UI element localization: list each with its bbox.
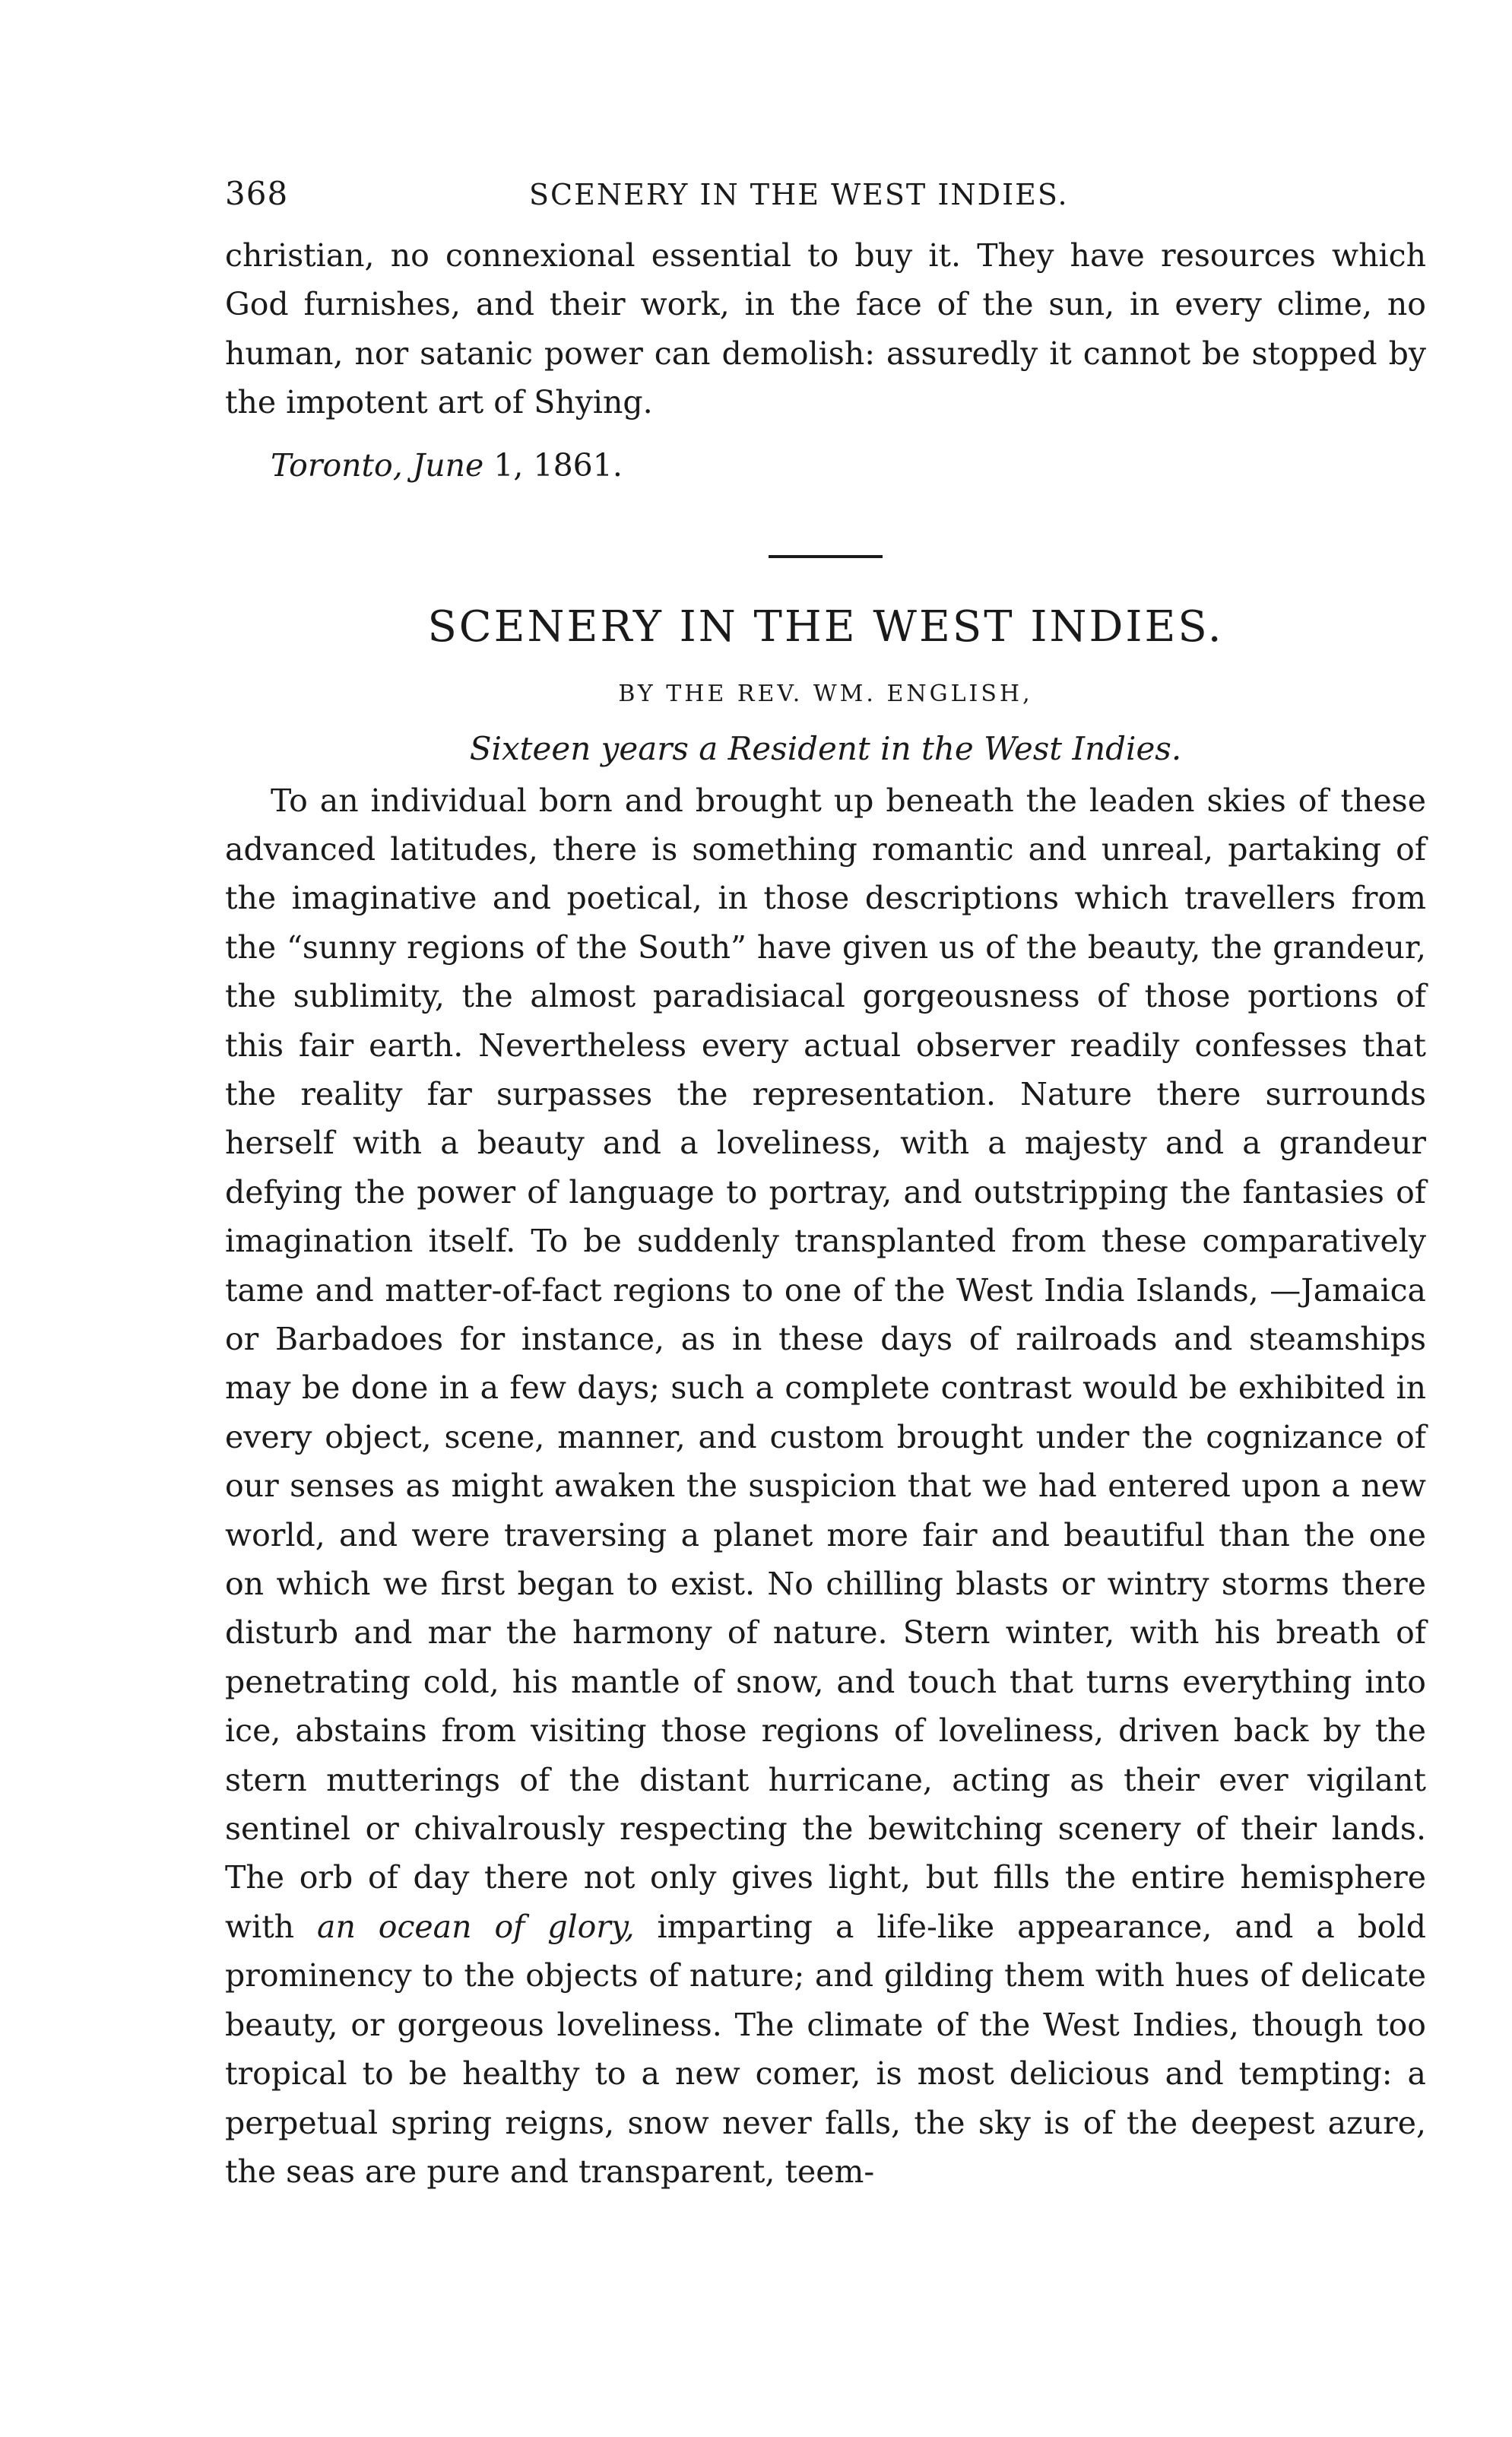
body-text-part-1: To an individual born and brought up beneath the leaden skies of these advanced latitudes, there is something romantic and unreal, partaking of the imaginative and poetical, in those descriptions which travellers from the “sunny regions of the South” have given us of the beauty, the grandeur, the sublimity, the almost paradisiacal gorgeousness of those portions of this fair earth. Nevertheless every actual observer readily confesses that the reality far surpasses the representation. Nature there surrounds herself with a beauty and a loveliness, with a majesty and a grandeur defying the power of language to portray, and outstripping the fantasies of imagination itself. To be suddenly transplanted from these comparatively tame and matter-of-fact regions to one of the West India Islands, —Jamaica or Barbadoes for instance, as in these days of railroads and steamships may be done in a few days; such a complete contrast would be exhibited in every object, scene, manner, and custom brought under the cognizance of our senses as might awaken the suspicion that we had entered upon a new world, and were traversing a planet more fair and beautiful than the one on which we first began to exist. No chilling blasts or wintry storms there disturb and mar the harmony of nature. Stern winter, with his breath of penetrating cold, his mantle of snow, and touch that turns everything into ice, abstains from visiting those regions of loveliness, driven back by the stern mutterings of the distant hurricane, acting as their ever vigilant sentinel or chivalrously respecting the bewitching scenery of their lands. The orb of day there not only gives light, but fills the entire hemisphere with xyxy=(225,782,1426,1945)
article-byline: BY THE REV. WM. ENGLISH, xyxy=(618,680,1033,707)
article-body-paragraph xyxy=(225,776,1426,2197)
section-divider xyxy=(769,555,883,558)
book-page xyxy=(225,175,1426,2196)
running-head xyxy=(225,175,1426,228)
dateline-day-year: 1, 1861. xyxy=(493,446,623,484)
running-title: SCENERY IN THE WEST INDIES. xyxy=(529,178,1069,211)
page-number: 368 xyxy=(225,175,289,212)
dateline-month: June xyxy=(412,446,484,484)
continuation-paragraph xyxy=(225,231,1426,490)
dateline-place: Toronto, xyxy=(271,446,403,484)
continuation-text: christian, no connexional essential to buy it. They have resources which God furnishes, and their work, in the face of the sun, in every clime, no human, nor satanic power can demolish: assuredly it cannot be stopped by the impotent art of Shying. xyxy=(225,237,1426,421)
article-title: SCENERY IN THE WEST INDIES. xyxy=(427,602,1224,652)
body-text-part-2: imparting a life-like appearance, and a bold prominency to the objects of nature; and gilding them with hues of delicate beauty, or gorgeous loveliness. The climate of the West Indies, though too tropical to be healthy to a new comer, is most delicious and tempting: a perpetual spring reigns, snow never falls, the sky is of the deepest azure, the seas are pure and transparent, teem- xyxy=(225,1908,1426,2190)
body-emphasis: an ocean of glory, xyxy=(317,1908,635,1945)
dateline xyxy=(225,441,1426,490)
article-subtitle: Sixteen years a Resident in the West Indies. xyxy=(469,729,1182,767)
